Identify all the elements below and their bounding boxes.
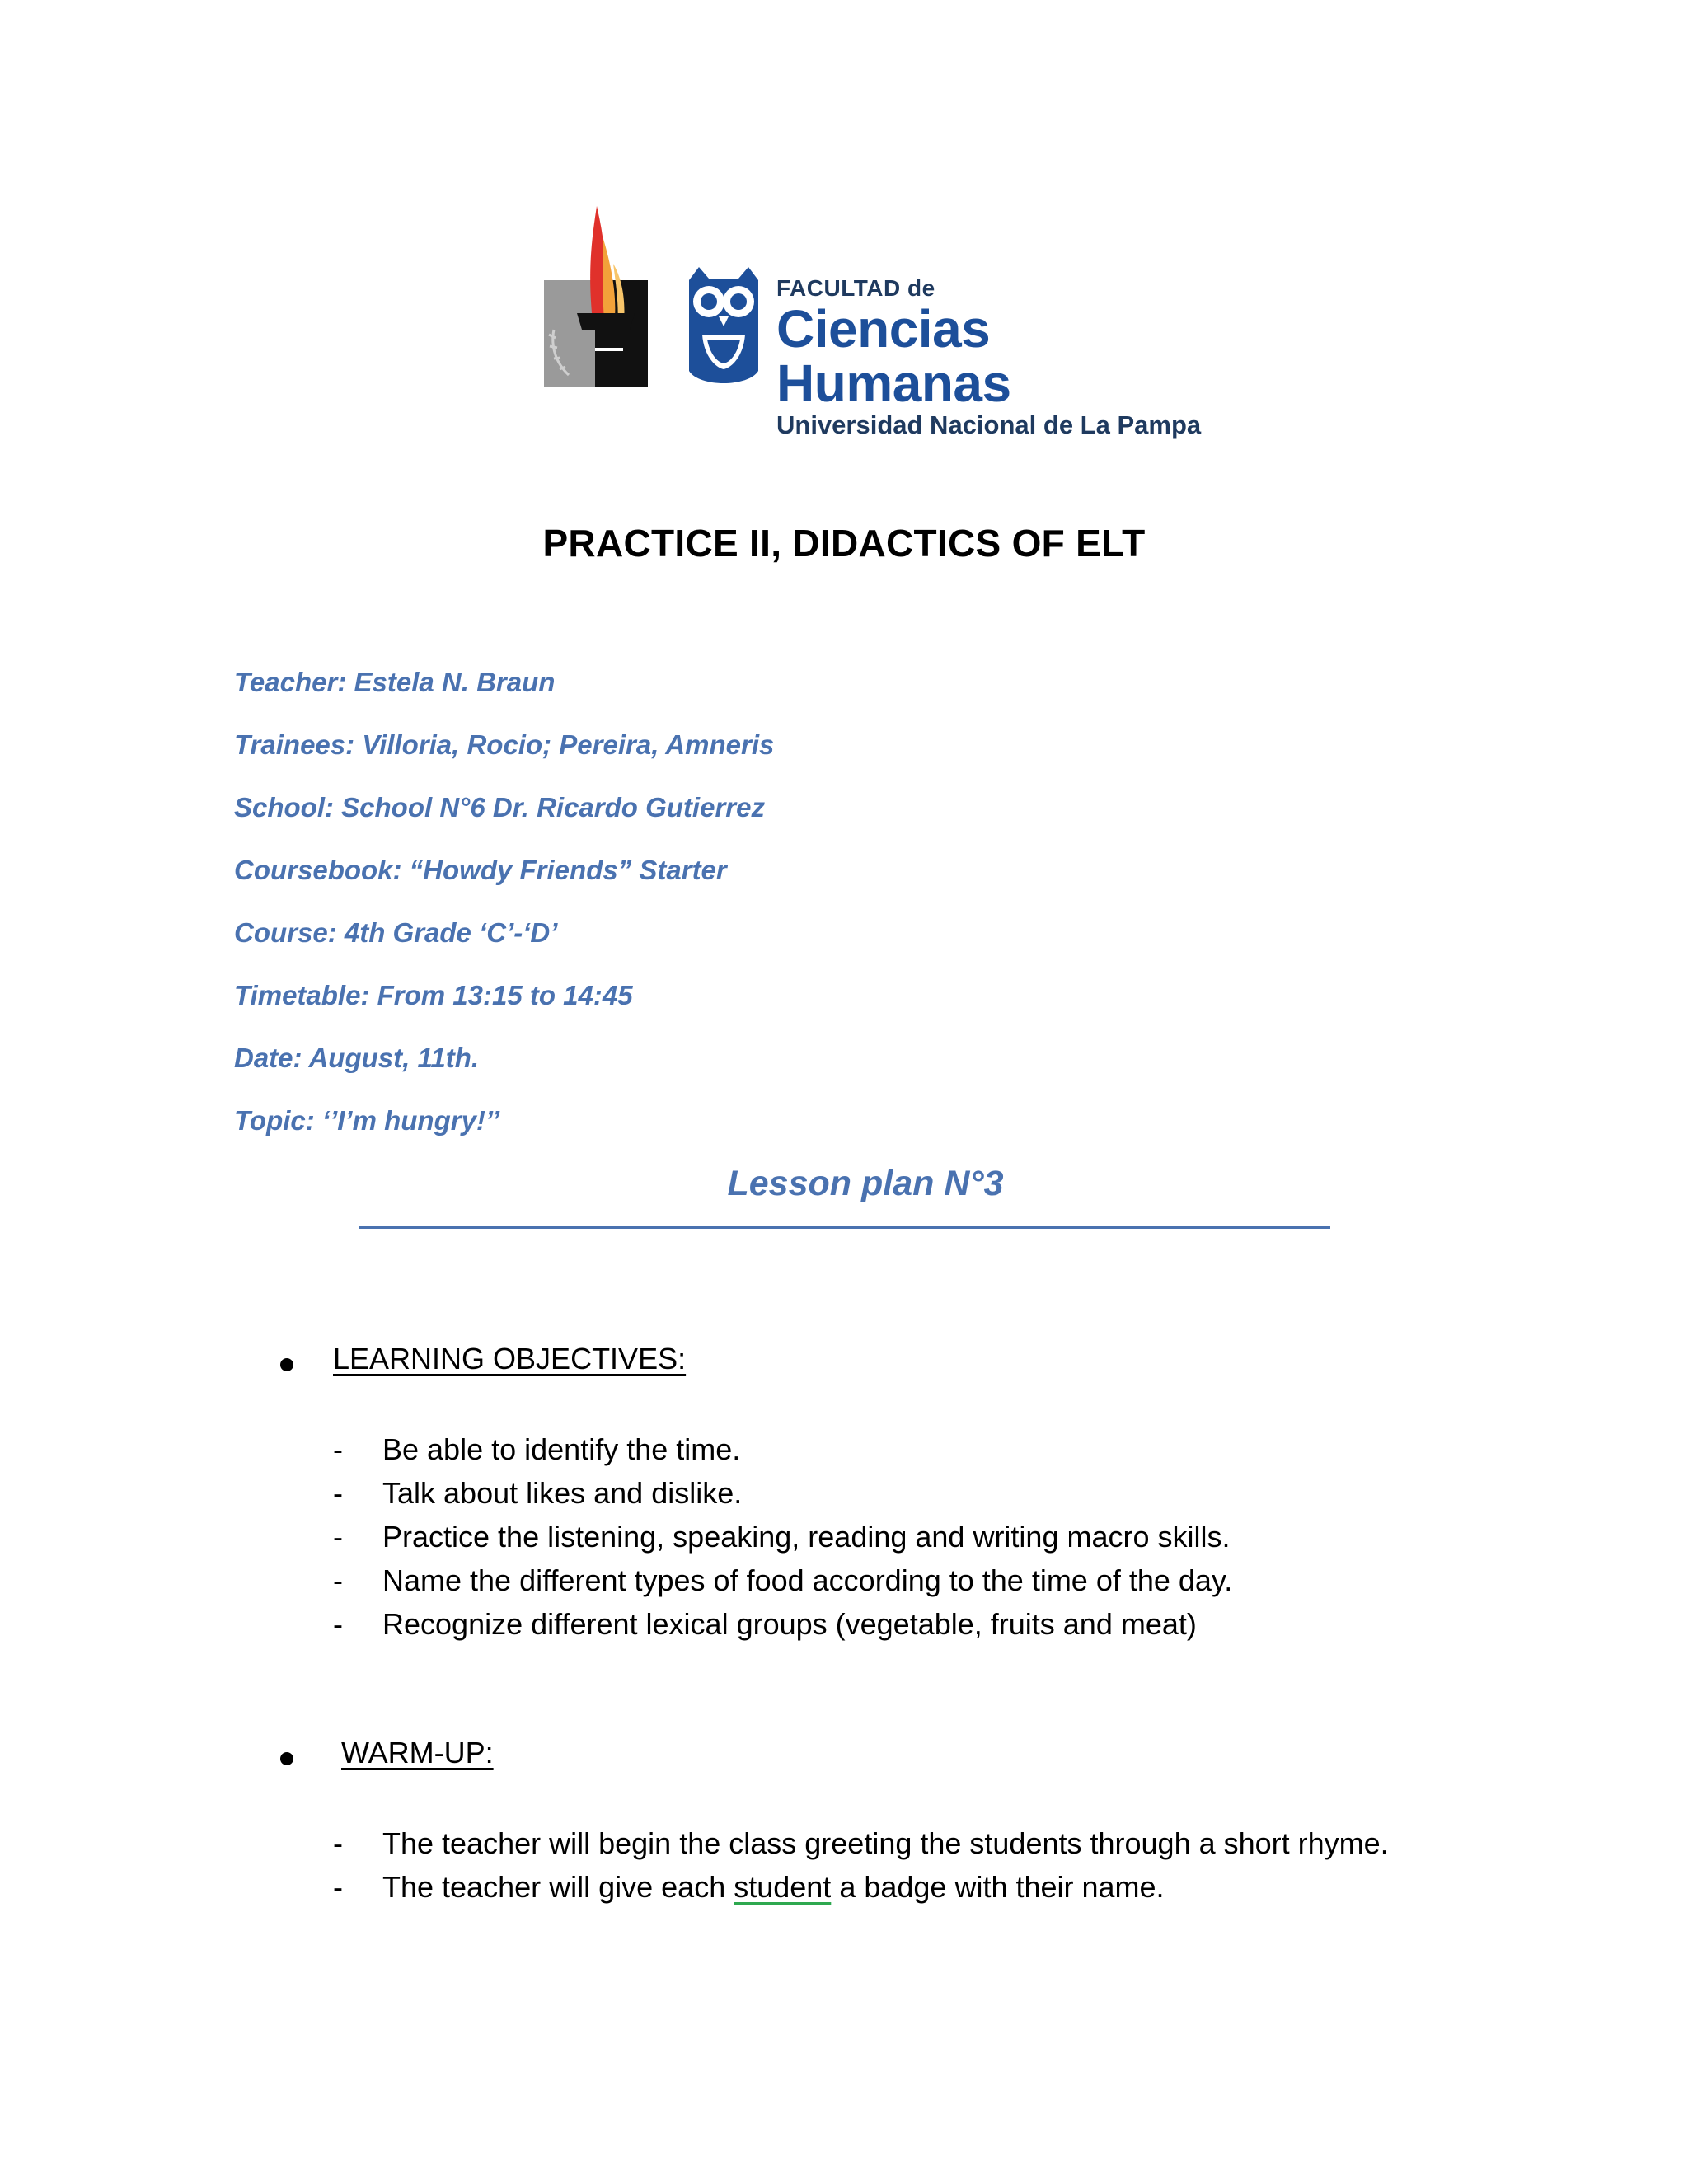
- list-item: [280, 1563, 1517, 1607]
- learning-objectives-heading: LEARNING OBJECTIVES:: [333, 1342, 687, 1376]
- dash-marker: -: [333, 1563, 343, 1597]
- warm-up-list: [280, 1826, 1517, 1914]
- trainees-line: Trainees: Villoria, Rocio; Pereira, Amneris: [234, 729, 775, 760]
- school-line: School: School N°6 Dr. Ricardo Gutierrez: [234, 792, 765, 823]
- list-item: [280, 1520, 1517, 1563]
- dash-marker: -: [333, 1870, 343, 1904]
- text-segment: The teacher will give each: [382, 1870, 734, 1904]
- list-item-text: [382, 1870, 1165, 1905]
- section-heading: [280, 1736, 1517, 1785]
- date-line: Date: August, 11th.: [234, 1043, 480, 1073]
- objectives-list: [280, 1432, 1517, 1651]
- owl-icon: [682, 264, 765, 387]
- list-item-text: Recognize different lexical groups (vegetable, fruits and meat): [382, 1607, 1197, 1641]
- dash-marker: -: [333, 1432, 343, 1466]
- logo-faculty-label: FACULTAD de: [776, 275, 935, 301]
- list-item: [280, 1826, 1517, 1870]
- bullet-icon: [280, 1358, 293, 1371]
- section-heading: [280, 1342, 1517, 1391]
- bullet-icon: [280, 1752, 293, 1765]
- list-item: [280, 1476, 1517, 1520]
- list-item: [280, 1432, 1517, 1476]
- topic-line: Topic: ‘’I’m hungry!’’: [234, 1105, 500, 1136]
- warm-up-heading: WARM-UP:: [341, 1736, 494, 1769]
- logo-faculty-name: Ciencias Humanas: [776, 299, 1011, 413]
- warm-up-section: [280, 1736, 1517, 1904]
- logo-university-name: Universidad Nacional de La Pampa: [776, 410, 1202, 439]
- dash-marker: -: [333, 1476, 343, 1510]
- heading-divider: [359, 1226, 1330, 1229]
- timetable-line: Timetable: From 13:15 to 14:45: [234, 980, 633, 1010]
- document-title: PRACTICE II, DIDACTICS OF ELT: [542, 522, 1146, 565]
- logo-wordmark: [776, 275, 1238, 440]
- course-line: Course: 4th Grade ‘C’-‘D’: [234, 917, 558, 948]
- faculty-logo: [544, 206, 1236, 439]
- learning-objectives-section: [280, 1342, 1517, 1641]
- lesson-plan-heading: Lesson plan N°3: [727, 1164, 1004, 1203]
- grammar-flagged-word[interactable]: student: [734, 1870, 832, 1904]
- list-item: [280, 1870, 1517, 1914]
- dash-marker: -: [333, 1607, 343, 1641]
- dash-marker: -: [333, 1520, 343, 1554]
- text-segment: a badge with their name.: [831, 1870, 1165, 1904]
- list-item-text: Be able to identify the time.: [382, 1432, 741, 1466]
- coursebook-line: Coursebook: “Howdy Friends” Starter: [234, 855, 727, 885]
- list-item: [280, 1607, 1517, 1651]
- list-item-text: Practice the listening, speaking, reading and writing macro skills.: [382, 1520, 1231, 1554]
- list-item-text: Talk about likes and dislike.: [382, 1476, 743, 1510]
- list-item-text: The teacher will begin the class greeting the students through a short rhyme.: [382, 1826, 1389, 1860]
- lesson-info-block: [234, 659, 1470, 1160]
- teacher-line: Teacher: Estela N. Braun: [234, 667, 556, 697]
- list-item-text: Name the different types of food according to the time of the day.: [382, 1563, 1233, 1597]
- dash-marker: -: [333, 1826, 343, 1860]
- torch-emblem-icon: [544, 206, 651, 396]
